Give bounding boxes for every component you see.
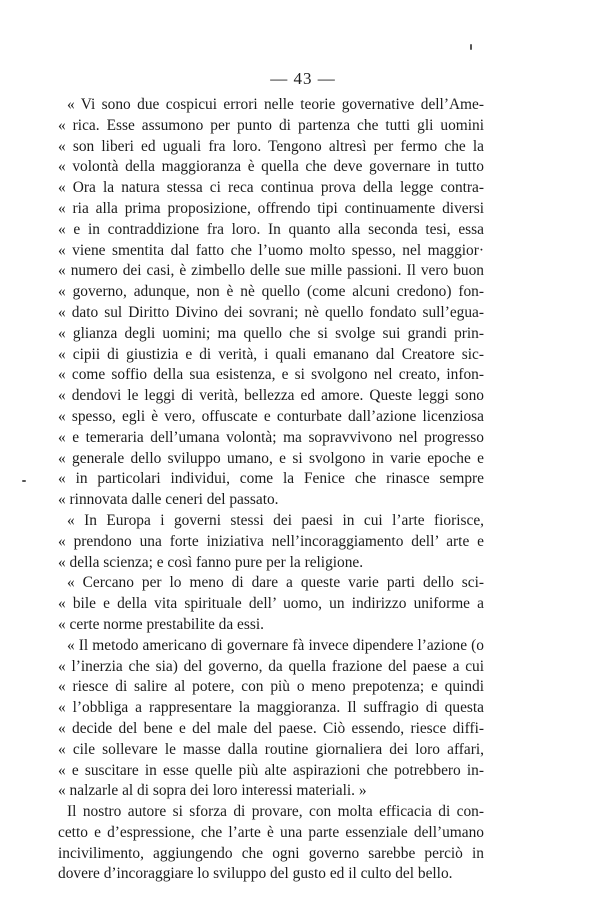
text-line: « rinnovata dalle ceneri del passato. bbox=[58, 491, 279, 509]
text-line: « dato sul Diritto Divino dei sovrani; nè quello fondato sull’egua- bbox=[58, 303, 484, 321]
text-line: « cipii di giustizia e di verità, i quali emanano dal Creatore sic- bbox=[58, 345, 484, 363]
body-text bbox=[58, 95, 484, 885]
text-line: « volontà della maggioranza è quella che deve governare in tutto bbox=[58, 158, 484, 176]
text-line: « come soffio della sua esistenza, e si svolgono nel creato, infon- bbox=[58, 366, 484, 384]
text-line: incivilimento, aggiungendo che ogni governo sarebbe perciò in bbox=[58, 844, 484, 862]
text-line: « decide del bene e del male del paese. Ciò essendo, riesce diffi- bbox=[58, 719, 484, 737]
text-line: « Ora la natura stessa ci reca continua prova della legge contra- bbox=[58, 179, 484, 197]
text-line: « bile e della vita spirituale dell’ uomo, un indirizzo uniforme a bbox=[58, 595, 484, 613]
text-line: « Cercano per lo meno di dare a queste varie parti dello sci- bbox=[67, 574, 484, 592]
text-line: « spesso, egli è vero, offuscate e conturbate dall’azione licenziosa bbox=[58, 407, 484, 425]
text-line: « cile sollevare le masse dalla routine giornaliera dei loro affari, bbox=[58, 740, 484, 758]
text-line: « ria alla prima proposizione, offrendo tipi continuamente diversi bbox=[58, 199, 484, 217]
text-line: « l’obbliga a rappresentare la maggioranza. Il suffragio di questa bbox=[58, 699, 484, 717]
text-line: « son liberi ed uguali fra loro. Tengono altresì per fermo che la bbox=[58, 137, 484, 155]
text-line: « nalzarle al di sopra dei loro interessi materiali. » bbox=[58, 782, 367, 800]
text-line: « glianza degli uomini; ma quello che si svolge sui grandi prin- bbox=[58, 324, 484, 342]
text-line: Il nostro autore si sforza di provare, con molta efficacia di con- bbox=[67, 803, 484, 821]
ink-speck bbox=[22, 480, 26, 482]
text-line: « In Europa i governi stessi dei paesi in cui l’arte fiorisce, bbox=[67, 511, 484, 529]
text-line: « governo, adunque, non è nè quello (come alcuni credono) fon- bbox=[58, 283, 484, 301]
text-line: « e temeraria dell’umana volontà; ma sopravvivono nel progresso bbox=[58, 428, 484, 446]
text-line: « generale dello sviluppo umano, e si svolgono in varie epoche e bbox=[58, 449, 484, 467]
text-line: « della scienza; e così fanno pure per la religione. bbox=[58, 553, 364, 571]
text-line: « in particolari individui, come la Fenice che rinasce sempre bbox=[58, 470, 484, 488]
page-number: — 43 — bbox=[270, 69, 336, 88]
text-line: « prendono una forte iniziativa nell’incoraggiamento dell’ arte e bbox=[58, 532, 484, 550]
text-line: « dendovi le leggi di verità, bellezza ed amore. Queste leggi sono bbox=[58, 387, 484, 405]
text-line: « viene smentita dal fatto che l’uomo molto spesso, nel maggior· bbox=[58, 241, 484, 259]
text-line: « Il metodo americano di governare fà invece dipendere l’azione (o bbox=[67, 636, 484, 654]
ink-speck bbox=[470, 44, 472, 50]
text-line: « numero dei casi, è zimbello delle sue mille passioni. Il vero buon bbox=[58, 262, 484, 280]
text-line: « certe norme prestabilite da essi. bbox=[58, 615, 264, 633]
text-line: « riesce di salire al potere, con più o meno prepotenza; e quindi bbox=[58, 678, 484, 696]
text-line: « e in contraddizione fra loro. In quanto alla seconda tesi, essa bbox=[58, 220, 484, 238]
text-line: « rica. Esse assumono per punto di partenza che tutti gli uomini bbox=[58, 116, 484, 134]
text-line: « e suscitare in esse quelle più alte aspirazioni che potrebbero in- bbox=[58, 761, 484, 779]
text-line: dovere d’incoraggiare lo sviluppo del gusto ed il culto del bello. bbox=[58, 865, 453, 883]
text-line: cetto e d’espressione, che l’arte è una parte essenziale dell’umano bbox=[58, 823, 484, 841]
text-line: « l’inerzia che sia) del governo, da quella frazione del paese a cui bbox=[58, 657, 484, 675]
text-line: « Vi sono due cospicui errori nelle teorie governative dell’Ame- bbox=[67, 96, 484, 113]
